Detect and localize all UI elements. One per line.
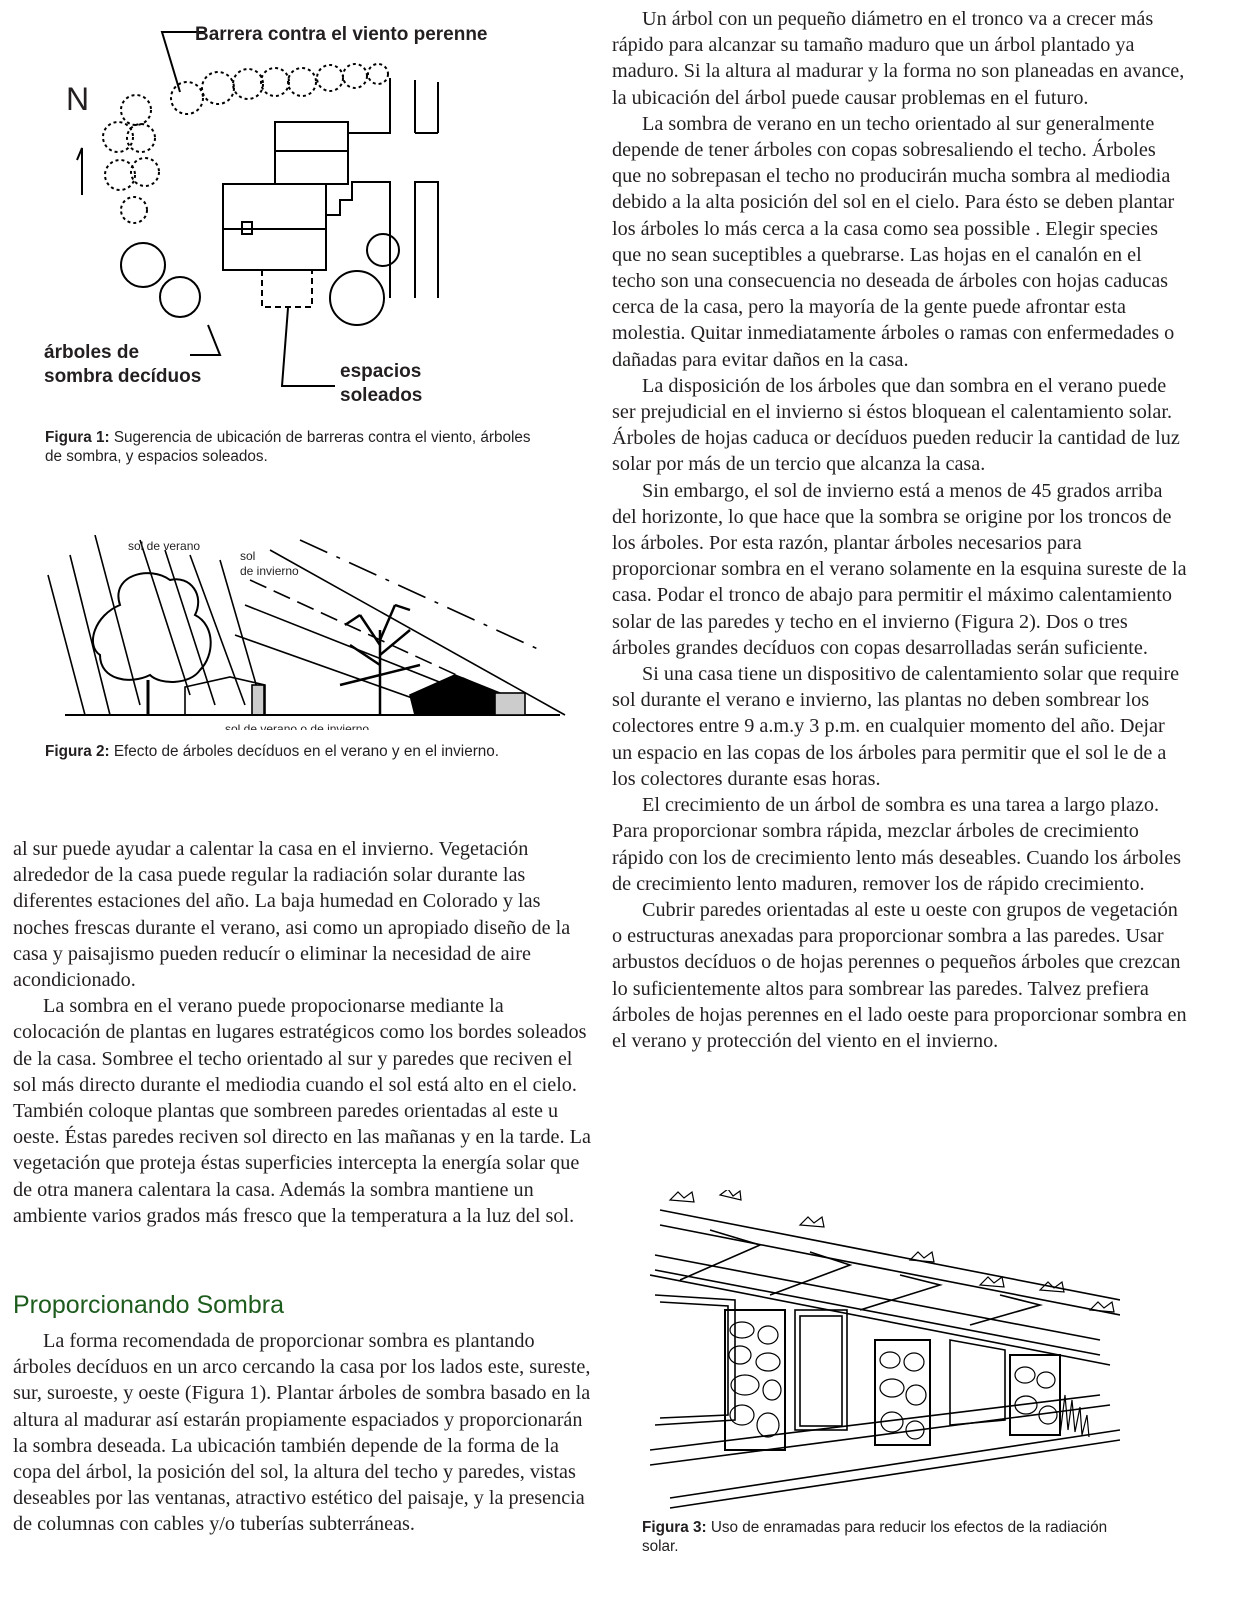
figure-3: [650, 1190, 1120, 1520]
figure-2: [40, 535, 570, 730]
figure-1-caption-text: Sugerencia de ubicación de barreras contra el viento, árboles de sombra, y espacios soleados.: [45, 429, 531, 465]
right-column-body: [612, 6, 1187, 1054]
right-paragraph-4: Sin embargo, el sol de invierno está a menos de 45 grados arriba del horizonte, lo que hace que la sombra se origine por los troncos de los árboles. Por esta razón, plantar árboles necesarios para proporcionar sombra en el verano solamente en la esquina sureste de la casa. Podar el tronco de abajo para permitir el máximo calentamiento solar de las paredes y techo en el invierno (Figura 2). Dos o tres árboles grandes decíduos con copas desarrolladas serán suficiente.: [612, 479, 1187, 659]
figure-3-caption: [642, 1518, 1112, 1556]
windbreak-label: Barrera contra el viento perenne: [195, 24, 488, 45]
sunny-label-2: soleados: [340, 385, 423, 406]
right-paragraph-6: El crecimiento de un árbol de sombra es una tarea a largo plazo. Para proporcionar sombra rápida, mezclar árboles de crecimiento rápido con los de crecimiento lento más deseables. Cuando los árboles de crecimiento lento maduren, remover los de rápido crecimiento.: [612, 794, 1182, 895]
figure-2-caption-text: Efecto de árboles decíduos en el verano y en el invierno.: [109, 743, 500, 760]
right-paragraph-2: La sombra de verano en un techo orientado al sur generalmente depende de tener árboles con copas sobresaliendo el techo. Árboles que no sobrepasan el techo no producirán mucha sombra al mediodia debido a la alta posición del sol en el cielo. Para ésto se deben plantar los árboles lo más cerca a la casa como sea possible . Elegir species que no sean suceptibles a quebrarse. Las hojas en el canalón en el techo son una consecuencia no deseada de árboles con hojas caducas cerca de la casa, pero la mayoría de la gente puede afrontar esta molestia. Quitar inmediatamente árboles o ramas con enfermedades o dañadas para evitar daños en la casa.: [612, 112, 1175, 371]
deciduous-label-2: sombra decíduos: [44, 366, 202, 387]
sunny-label-1: espacios: [340, 361, 422, 382]
left-column-body: [13, 836, 591, 1229]
winter-sun-label-1: sol: [240, 549, 256, 563]
figure-2-illustration: [40, 535, 570, 730]
figure-2-caption-label: Figura 2:: [45, 743, 110, 760]
summer-sun-label: sol de verano: [128, 539, 201, 553]
figure-1-caption-label: Figura 1:: [45, 429, 110, 446]
section-heading: Proporcionando Sombra: [13, 1291, 284, 1319]
right-paragraph-5: Si una casa tiene un dispositivo de calentamiento solar que require sol durante el verano e invierno, las plantas no deben sombrear los colectores entre 9 a.m.y 3 p.m. en cualquier momento del año. Dejar un espacio en las copas de los árboles para permitir que el sol le de a los colectores durante esas horas.: [612, 663, 1180, 790]
figure-2-caption: [45, 742, 515, 761]
figure-1-illustration: [30, 10, 490, 410]
left-column-section-body: [13, 1328, 591, 1538]
figure-3-caption-text: Uso de enramadas para reducir los efectos de la radiación solar.: [642, 1519, 1108, 1555]
right-paragraph-7: Cubrir paredes orientadas al este u oeste con grupos de vegetación o estructuras anexadas para proporcionar sombra a las paredes. Usar arbustos decíduos o de hojas perennes o pequeños árboles que crezcan lo suficientemente altos para sombrear las paredes. Talvez prefiera árboles de hojas perennes en el lado oeste para proporcionar sombra en el verano y protección del viento en el invierno.: [612, 898, 1187, 1052]
left-paragraph-2: La sombra en el verano puede propocionarse mediante la colocación de plantas en lugares estratégicos como los bordes soleados de la casa. Sombree el techo orientado al sur y paredes que reciven el sol más directo durante el mediodia cuando el sol está alto en el cielo. También coloque plantas que sombreen paredes orientadas al este u oeste. Éstas paredes reciven sol directo en las mañanas y en la tarde. La vegetación que proteja éstas superficies intercepta la energía solar que de otra manera calentara la casa. Además la sombra mantiene un ambiente varios grados más fresco que la temperatura a la luz del sol.: [13, 995, 591, 1227]
figure-3-illustration: [650, 1190, 1120, 1520]
right-paragraph-3: La disposición de los árboles que dan sombra en el verano puede ser prejudicial en el invierno si éstos bloquean el calentamiento solar. Árboles de hojas caduca or decíduos pueden reducir la cantidad de luz solar por más de un tercio que alcanza la casa.: [612, 374, 1180, 476]
bottom-sun-label: sol de verano o de invierno: [225, 722, 370, 730]
section-paragraph-1: La forma recomendada de proporcionar sombra es plantando árboles decíduos en un arco cercando la casa por los lados este, sureste, sur, suroeste, y oeste (Figura 1). Plantar árboles de sombra basado en la altura al madurar así estarán propiamente espaciados y proporcionarán la sombra deseada. La ubicación también depende de la forma de la copa del árbol, la posición del sol, la altura del techo y paredes, vistas deseables por las ventanas, atractivo estético del paisaje, y la presencia de columnas con cables y/o tuberías subterráneas.: [13, 1330, 591, 1536]
right-paragraph-1: Un árbol con un pequeño diámetro en el tronco va a crecer más rápido para alcanzar su tamaño maduro que un árbol plantado ya maduro. Si la altura al madurar y la forma no son planeadas en avance, la ubicación del árbol puede causar problemas en el futuro.: [612, 8, 1185, 109]
figure-3-caption-label: Figura 3:: [642, 1519, 707, 1536]
deciduous-label-1: árboles de: [44, 342, 140, 363]
sunny-pointer: [282, 308, 335, 386]
north-label: N: [66, 81, 90, 117]
winter-sun-label-2: de invierno: [240, 564, 299, 578]
deciduous-pointer: [190, 325, 220, 355]
figure-1: [30, 10, 490, 410]
left-paragraph-1: al sur puede ayudar a calentar la casa en el invierno. Vegetación alrededor de la casa puede regular la radiación solar durante las diferentes estaciones del año. La baja humedad en Colorado y las noches frescas durante el verano, asi como un apropiado diseño de la casa y paisajismo pueden reducír o eliminar la necesidad de aire acondicionado.: [13, 838, 571, 992]
figure-1-caption: [45, 428, 545, 466]
